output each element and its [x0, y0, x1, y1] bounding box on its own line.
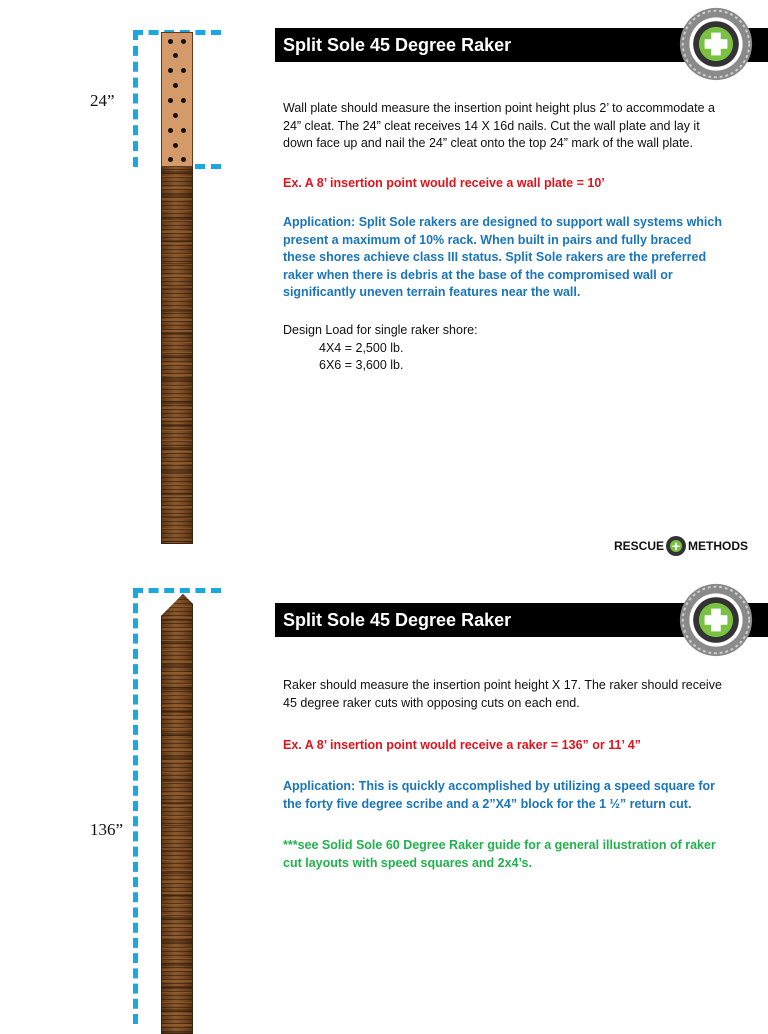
wall-plate-instructions: Wall plate should measure the insertion point height plus 2’ to accommodate a 24” cleat. The 24” cleat receives 14 X 16d nails. Cut the wall plate and lay it down face up and nail the 24” cleat onto the top 24” mark of the wall plate. [283, 101, 715, 150]
rescue-cross-badge-icon [678, 6, 754, 82]
nail [173, 53, 178, 58]
nail [173, 113, 178, 118]
raker-note: ***see Solid Sole 60 Degree Raker guide for a general illustration of raker cut layouts with speed squares and 2x4’s. [283, 838, 716, 870]
raker-board [161, 594, 193, 1034]
dimension-line-top [133, 588, 221, 593]
section-title: Split Sole 45 Degree Raker [275, 28, 768, 62]
nail [181, 157, 186, 162]
logo-left: RESCUE [614, 539, 665, 553]
nail [181, 128, 186, 133]
dimension-label: 136” [90, 820, 124, 839]
application-text: Application: This is quickly accomplished by utilizing a speed square for the forty five degree scribe and a 2”X4” block for the 1 ½” return cut. [283, 779, 716, 811]
design-load-6x6: 6X6 = 3,600 lb. [319, 358, 404, 372]
nail [181, 68, 186, 73]
section-title: Split Sole 45 Degree Raker [275, 603, 768, 637]
nail [181, 39, 186, 44]
nail [168, 68, 173, 73]
nail [173, 143, 178, 148]
cleat [161, 32, 193, 167]
nail [168, 98, 173, 103]
rescue-cross-badge-icon [678, 582, 754, 658]
dimension-line-vertical [133, 30, 138, 167]
design-load [283, 322, 753, 375]
nail [181, 98, 186, 103]
logo-right: METHODS [688, 539, 749, 553]
wall-plate-example: Ex. A 8’ insertion point would receive a wall plate = 10’ [283, 176, 605, 190]
rescue-methods-logo [614, 536, 754, 562]
dimension-label: 24” [90, 91, 115, 110]
application-text: Application: Split Sole rakers are designed to support wall systems which present a maximum of 10% rack. When built in pairs and fully braced these shores achieve class III status. Split Sole rakers are the preferred raker when there is debris at the base of the compromised wall or significantly uneven terrain features near the wall. [283, 215, 722, 299]
raker-example: Ex. A 8’ insertion point would receive a raker = 136” or 11’ 4” [283, 738, 641, 752]
nail [168, 39, 173, 44]
design-load-4x4: 4X4 = 2,500 lb. [319, 340, 404, 355]
nail [168, 128, 173, 133]
rescue-cross-logo-icon [666, 536, 686, 556]
section-raker [0, 560, 768, 1024]
design-load-heading: Design Load for single raker shore: [283, 323, 478, 337]
raker-instructions: Raker should measure the insertion point height X 17. The raker should receive 45 degree raker cuts with opposing cuts on each end. [283, 678, 722, 710]
dimension-line-vertical [133, 588, 138, 1024]
nail [168, 157, 173, 162]
nail [173, 83, 178, 88]
